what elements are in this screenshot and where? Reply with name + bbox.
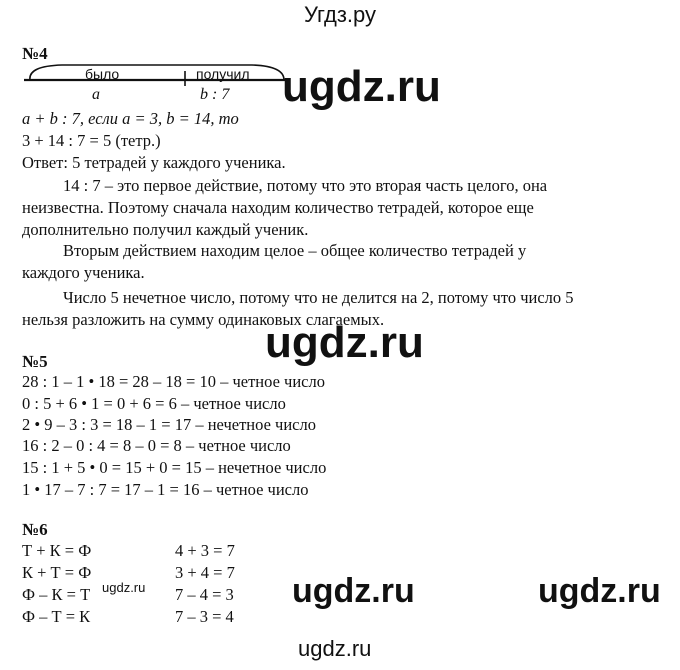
diagram-label-poluchil: получил: [196, 66, 250, 82]
task-6-formula: Ф – Т = К: [22, 607, 91, 626]
task-6-example: 4 + 3 = 7: [175, 541, 235, 560]
task-4-paragraph: Число 5 нечетное число, потому что не делится на 2, потому что число 5: [63, 288, 574, 307]
task-6-formula: К + Т = Ф: [22, 563, 92, 582]
task-4-paragraph: дополнительно получил каждый ученик.: [22, 220, 309, 239]
watermark: ugdz.ru: [298, 636, 372, 661]
watermark: ugdz.ru: [538, 572, 661, 610]
task-4-paragraph: 14 : 7 – это первое действие, потому что это вторая часть целого, она: [63, 176, 548, 195]
task-5-line: 16 : 2 – 0 : 4 = 8 – 0 = 8 – четное число: [22, 436, 291, 455]
site-header[interactable]: Угдз.ру: [303, 2, 377, 27]
task-5-line: 15 : 1 + 5 • 0 = 15 + 0 = 15 – нечетное число: [22, 458, 327, 477]
task-4-line: 3 + 14 : 7 = 5 (тетр.): [22, 131, 161, 150]
watermark: ugdz.ru: [282, 62, 441, 111]
task-4-paragraph: неизвестна. Поэтому сначала находим количество тетрадей, которое еще: [22, 198, 534, 217]
diagram-label-a: a: [92, 86, 100, 103]
task-6-example: 3 + 4 = 7: [175, 563, 235, 582]
task-5-line: 0 : 5 + 6 • 1 = 0 + 6 = 6 – четное число: [22, 394, 286, 413]
watermark: ugdz.ru: [265, 318, 424, 367]
task-4-paragraph: нельзя разложить на сумму одинаковых слагаемых.: [22, 310, 385, 329]
task-6-formula: Ф – К = Т: [22, 585, 91, 604]
task-5-line: 1 • 17 – 7 : 7 = 17 – 1 = 16 – четное число: [22, 480, 309, 499]
segment-diagram: [22, 58, 292, 98]
diagram-label-b7: b : 7: [200, 86, 230, 103]
task-5-line: 2 • 9 – 3 : 3 = 18 – 1 = 17 – нечетное число: [22, 415, 316, 434]
task-4-answer: Ответ: 5 тетрадей у каждого ученика.: [22, 153, 286, 172]
task-6-example: 7 – 4 = 3: [175, 585, 234, 604]
watermark: ugdz.ru: [292, 572, 415, 610]
task-6-example: 7 – 3 = 4: [175, 607, 234, 626]
task-5-line: 28 : 1 – 1 • 18 = 28 – 18 = 10 – четное число: [22, 372, 325, 391]
task-4-title: №4: [22, 44, 48, 63]
diagram-label-bylo: было: [85, 66, 120, 82]
watermark: ugdz.ru: [102, 580, 146, 595]
task-4-line: a + b : 7, если a = 3, b = 14, то: [22, 109, 239, 128]
task-5-title: №5: [22, 352, 48, 371]
task-6-title: №6: [22, 520, 48, 539]
task-6-formula: Т + К = Ф: [22, 541, 92, 560]
task-4-paragraph: Вторым действием находим целое – общее количество тетрадей у: [63, 241, 527, 260]
task-4-paragraph: каждого ученика.: [22, 263, 145, 282]
